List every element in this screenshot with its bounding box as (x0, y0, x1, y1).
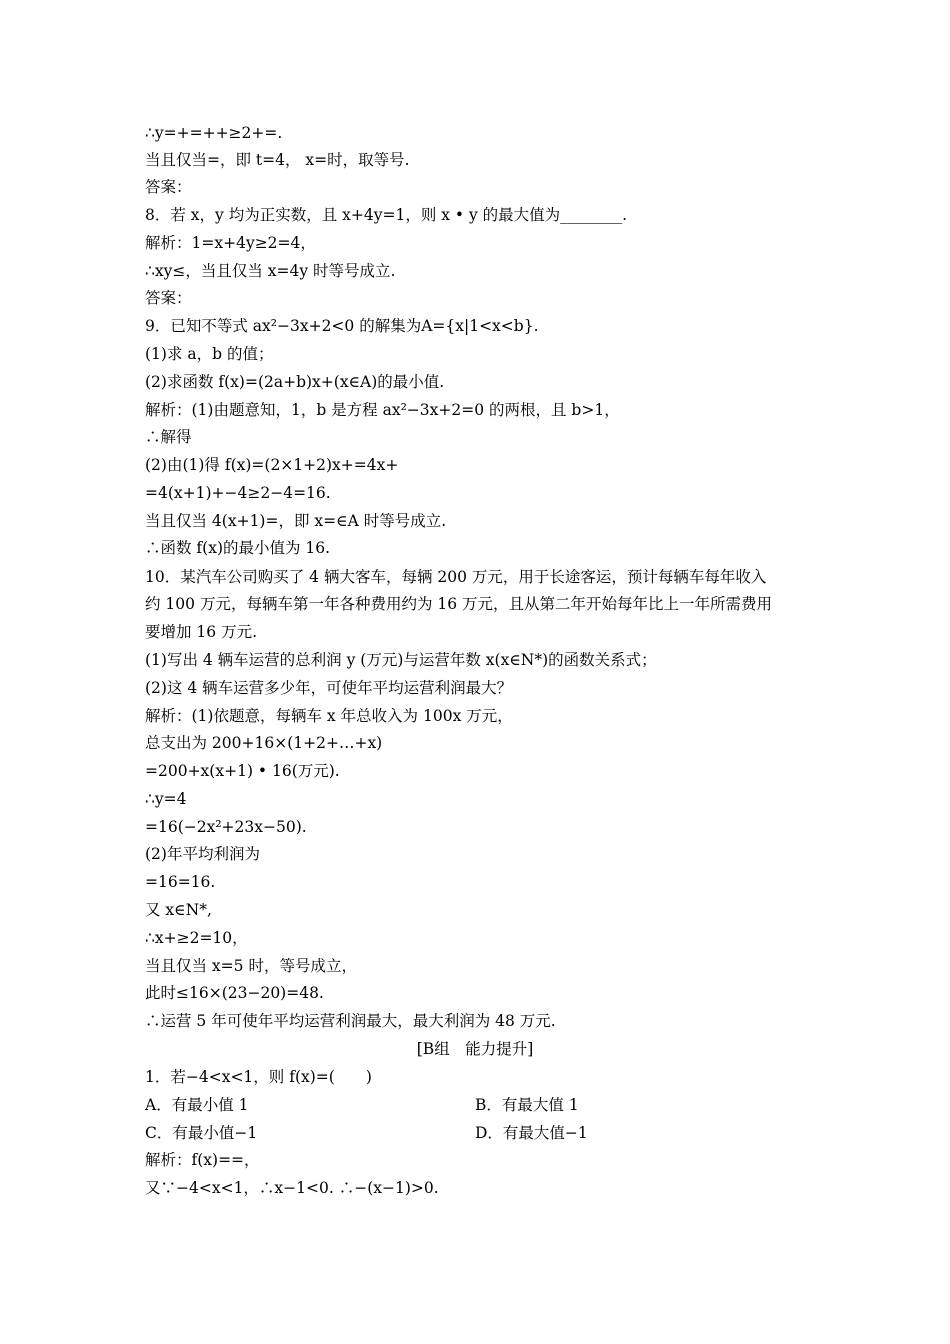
text-line: (2)这 4 辆车运营多少年，可使年平均运营利润最大？ (145, 679, 513, 697)
text-line: ∴函数 f(x)的最小值为 16. (145, 539, 331, 557)
question-8: 8．若 x，y 均为正实数，且 x+4y=1，则 x • y 的最大值为________. (145, 206, 628, 224)
text-line: 约 100 万元，每辆车第一年各种费用约为 16 万元，且从第二年开始每年比上一年所需费用 (145, 595, 773, 613)
text-line: ∴y=4 (145, 790, 187, 808)
option-c: C．有最小值−1 (145, 1124, 258, 1142)
text-line: 当且仅当 4(x+1)=，即 x=∈A 时等号成立. (145, 512, 447, 530)
text-line: ∴运营 5 年可使年平均运营利润最大，最大利润为 48 万元. (145, 1012, 556, 1030)
question-1: 1．若−4<x<1，则 f(x)=( ) (145, 1068, 372, 1086)
text-line: 解析：f(x)==， (145, 1151, 260, 1169)
text-line: ∴x+≥2=10， (145, 929, 248, 947)
text-line: =16(−2x²+23x−50). (145, 818, 307, 836)
text-line: (2)求函数 f(x)=(2a+b)x+(x∈A)的最小值. (145, 373, 445, 391)
text-line: 解析：(1)由题意知，1，b 是方程 ax²−3x+2=0 的两根，且 b>1， (145, 401, 620, 419)
text-line: (1)求 a，b 的值； (145, 345, 274, 363)
text-line: (2)由(1)得 f(x)=(2×1+2)x+=4x+ (145, 456, 399, 474)
option-d: D．有最大值−1 (475, 1124, 588, 1142)
option-a: A．有最小值 1 (145, 1096, 249, 1114)
text-line: (1)写出 4 辆车运营的总利润 y (万元)与运营年数 x(x∈N*)的函数关系式； (145, 651, 657, 669)
text-line: 此时≤16×(23−20)=48. (145, 984, 324, 1002)
text-line: 总支出为 200+16×(1+2+…+x) (145, 734, 383, 752)
text-line: ∴y=+=++≥2+=. (145, 124, 283, 142)
text-line: 要增加 16 万元. (145, 623, 258, 641)
text-line: 解析：1=x+4y≥2=4， (145, 234, 316, 252)
option-b: B．有最大值 1 (475, 1096, 579, 1114)
text-line: 又 x∈N*, (145, 901, 212, 919)
text-line: ∴解得 (145, 428, 192, 446)
question-9: 9．已知不等式 ax²−3x+2<0 的解集为A={x|1<x<b}. (145, 317, 539, 335)
text-line: =16=16. (145, 873, 216, 891)
text-line: =4(x+1)+−4≥2−4=16. (145, 484, 331, 502)
text-line: =200+x(x+1) • 16(万元). (145, 762, 340, 780)
text-line: 答案： (145, 289, 192, 307)
text-line: 当且仅当=，即 t=4， x=时，取等号. (145, 151, 410, 169)
text-line: (2)年平均利润为 (145, 845, 260, 863)
text-line: 解析：(1)依题意，每辆车 x 年总收入为 100x 万元， (145, 707, 513, 725)
question-10: 10．某汽车公司购买了 4 辆大客车，每辆 200 万元，用于长途客运，预计每辆车每年收入 (145, 568, 767, 586)
text-line: ∴xy≤，当且仅当 x=4y 时等号成立. (145, 262, 396, 280)
text-line: 当且仅当 x=5 时，等号成立， (145, 957, 357, 975)
text-line: 又∵−4<x<1，∴x−1<0. ∴−(x−1)>0. (145, 1179, 439, 1197)
text-line: 答案： (145, 178, 192, 196)
section-title: [B组 能力提升] (416, 1040, 534, 1058)
